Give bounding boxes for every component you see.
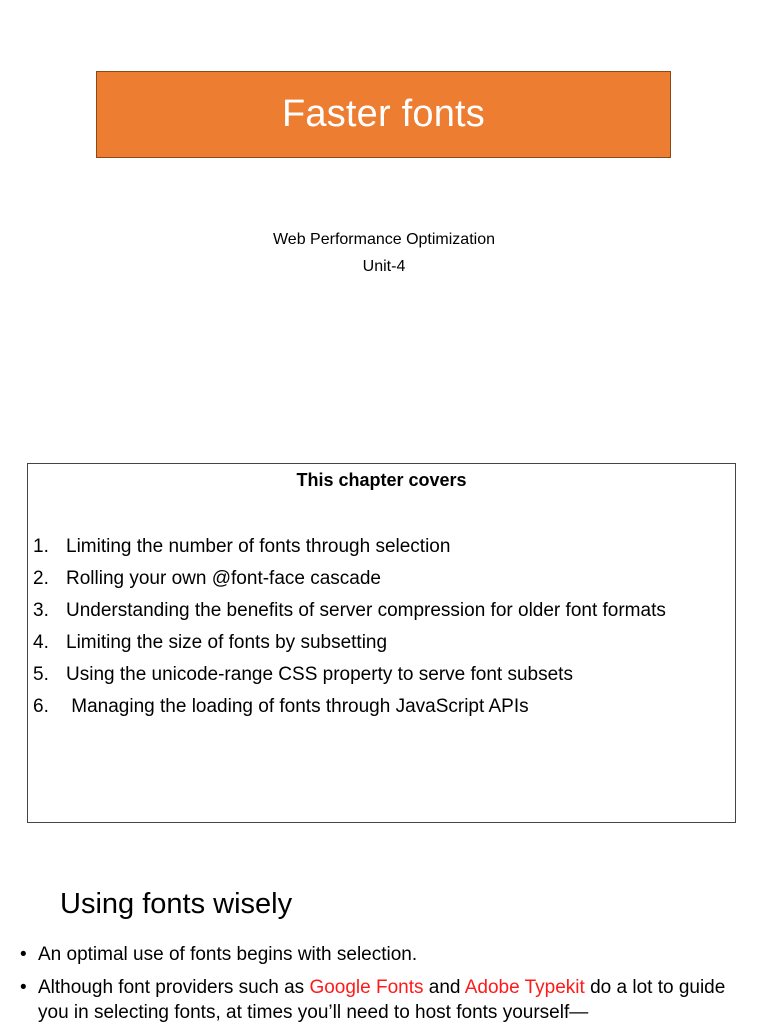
list-item-text: Limiting the number of fonts through selection: [66, 536, 451, 557]
list-item-text: Limiting the size of fonts by subsetting: [66, 632, 388, 653]
covers-list: [33, 531, 666, 723]
bullet-list: [20, 942, 750, 1024]
list-item-number: 5.: [33, 664, 49, 685]
list-item: [33, 627, 666, 659]
subtitle-block: [0, 226, 768, 280]
list-item-text: Using the unicode-range CSS property to serve font subsets: [66, 664, 573, 685]
list-item-number: 4.: [33, 632, 49, 653]
list-item-text: Understanding the benefits of server compression for older font formats: [66, 600, 666, 621]
bullet-text: [38, 975, 750, 1024]
bullet-text-part: do a lot to guide you in selecting fonts, at times you’ll need to host fonts yourself—: [38, 977, 726, 1023]
list-item-text: Managing the loading of fonts through JavaScript APIs: [66, 696, 529, 717]
list-item-text: Rolling your own @font-face cascade: [66, 568, 382, 589]
list-item: [33, 531, 666, 563]
google-fonts-highlight: Google Fonts: [309, 977, 424, 998]
subtitle-unit: Unit-4: [362, 258, 406, 275]
list-item-number: 1.: [33, 536, 49, 557]
subtitle-course: Web Performance Optimization: [272, 231, 495, 248]
covers-heading: This chapter covers: [296, 470, 467, 490]
section-title: Using fonts wisely: [60, 888, 293, 920]
chapter-covers-box: [27, 463, 736, 823]
title-banner: [96, 71, 671, 158]
bullet-text-part: Although font providers such as: [38, 977, 310, 998]
bullet-text-part: and: [423, 977, 465, 998]
list-item-number: 3.: [33, 600, 49, 621]
bullet-item: [20, 975, 750, 1024]
bullet-dot: •: [20, 944, 27, 965]
slide-title: Faster fonts: [281, 93, 486, 135]
list-item: [33, 595, 666, 627]
list-item: [33, 659, 666, 691]
bullet-item: [20, 942, 750, 967]
bullet-text: An optimal use of fonts begins with selection.: [38, 944, 418, 965]
bullet-dot: •: [20, 977, 27, 998]
list-item-number: 2.: [33, 568, 49, 589]
list-item: [33, 563, 666, 595]
adobe-typekit-highlight: Adobe Typekit: [464, 977, 585, 998]
list-item: [33, 691, 666, 723]
list-item-number: 6.: [33, 696, 49, 717]
